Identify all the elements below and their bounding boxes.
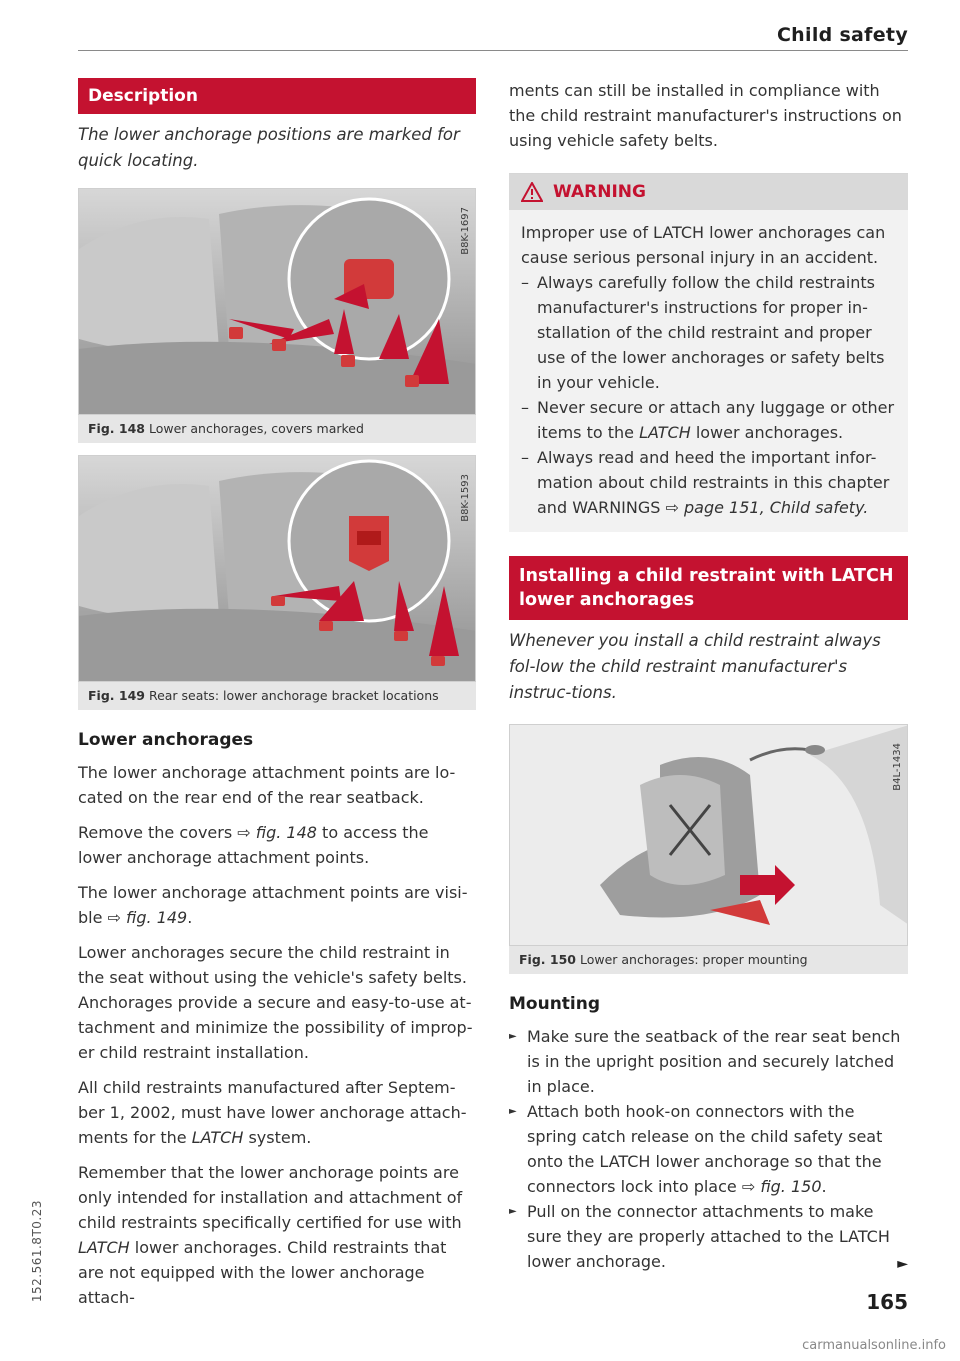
figure-149-caption-text: Rear seats: lower anchorage bracket locations	[148, 688, 439, 703]
figure-148-caption-text: Lower anchorages, covers marked	[148, 421, 364, 436]
mounting-list	[509, 1024, 908, 1274]
figure-150-label: Fig. 150	[519, 952, 576, 967]
installing-lead: Whenever you install a child restraint always fol-low the child restraint manufacturer's instruc-tions.	[509, 631, 881, 702]
warning-item	[521, 395, 896, 445]
text: Always read and heed the important infor-mation about child restraints in this chapter and WARNINGS ⇨	[537, 448, 890, 517]
fig-148-link[interactable]: fig. 148	[255, 823, 317, 842]
header-rule	[78, 50, 908, 51]
figure-149-image	[78, 455, 476, 682]
paragraph-location: The lower anchorage attachment points are lo-cated on the rear end of the rear seatback.	[78, 763, 456, 807]
figure-149-label: Fig. 149	[88, 688, 145, 703]
fig-150-link[interactable]: fig. 150	[760, 1177, 822, 1196]
text: Remove the covers ⇨	[78, 823, 256, 842]
latch-term: LATCH	[191, 1128, 244, 1147]
paragraph-remember	[78, 1160, 476, 1310]
warning-title: WARNING	[553, 182, 646, 202]
figure-150-image	[509, 724, 908, 946]
warning-item	[521, 445, 896, 520]
figure-148-image	[78, 188, 476, 415]
text: Never secure or attach any luggage or other items to the	[537, 398, 895, 442]
latch-term: LATCH	[639, 423, 691, 442]
figure-148-code: B8K-1697	[460, 207, 471, 255]
text: .	[821, 1177, 827, 1196]
watermark: carmanualsonline.info	[802, 1338, 946, 1353]
continue-arrow-icon: ►	[897, 1256, 908, 1272]
figure-150-code: B4L-1434	[892, 743, 903, 791]
warning-list	[521, 270, 896, 520]
text: lower anchorages. Child restraints that are not equipped with the lower anchorage attach-	[78, 1238, 447, 1307]
warning-triangle-icon	[521, 182, 543, 202]
paragraph-visible	[78, 880, 476, 930]
paragraph-continuation: ments can still be installed in compliance with the child restraint manufacturer's instructions on using vehicle safety belts.	[509, 81, 902, 150]
rear-seat-covers-illustration	[79, 189, 476, 414]
figure-149-code: B8K-1593	[460, 474, 471, 522]
figure-148-label: Fig. 148	[88, 421, 145, 436]
warning-body	[509, 210, 908, 532]
rear-seat-brackets-illustration	[79, 456, 476, 681]
text: to access the lower anchorage attachment points.	[78, 823, 429, 867]
paragraph-secure: Lower anchorages secure the child restraint in the seat without using the vehicle's safety belts. Anchorages provide a secure and easy-to-use at-tachment and minimize the possibility of improp-er child restraint installation.	[78, 943, 473, 1062]
mounting-steps	[509, 1024, 908, 1274]
installing-heading: Installing a child restraint with LATCH lower anchorages	[509, 556, 908, 620]
left-column	[78, 78, 476, 1320]
figure-149-caption	[78, 682, 476, 710]
mounting-heading: Mounting	[509, 994, 601, 1014]
description-heading: Description	[78, 78, 476, 114]
paragraph-remove-covers	[78, 820, 476, 870]
side-code: 152.561.8T0.23	[30, 1200, 44, 1303]
page-151-link[interactable]: page 151, Child safety.	[683, 498, 869, 517]
mounting-step	[509, 1099, 908, 1199]
figure-148-caption	[78, 415, 476, 443]
mounting-step: ► Pull on the connector attachments to make sure they are properly attached to the LATCH lower anchorage.	[509, 1199, 908, 1274]
text: All child restraints manufactured after Septem-ber 1, 2002, must have lower anchorage attach-ments for the	[78, 1078, 467, 1147]
mounting-step: ► Make sure the seatback of the rear seat bench is in the upright position and securely latched in place.	[509, 1024, 908, 1099]
warning-title-bar	[509, 174, 908, 210]
child-seat-illustration	[510, 725, 908, 945]
text: The lower anchorage attachment points are visi-ble ⇨	[78, 883, 468, 927]
fig-149-link[interactable]: fig. 149	[126, 908, 188, 927]
latch-term: LATCH	[78, 1238, 130, 1257]
paragraph-manufactured	[78, 1075, 476, 1150]
running-title: Child safety	[776, 24, 908, 46]
text: Attach both hook-on connectors with the spring catch release on the child safety seat onto the LATCH lower anchorage so that the connectors lock into place ⇨	[527, 1102, 883, 1196]
text: system.	[243, 1128, 312, 1147]
figure-150-caption-text: Lower anchorages: proper mounting	[579, 952, 808, 967]
text: Remember that the lower anchorage points are only intended for installation and attachment of child restraints specifically certified for use with	[78, 1163, 463, 1232]
figure-150-caption	[509, 946, 908, 974]
text: .	[187, 908, 193, 927]
warning-item: – Always carefully follow the child restraints manufacturer's instructions for proper in-stallation of the child restraint and proper use of the lower anchorages or safety belts in your vehicle.	[521, 270, 896, 395]
warning-box	[509, 173, 908, 532]
warning-intro: Improper use of LATCH lower anchorages can cause serious personal injury in an accident.	[521, 223, 886, 267]
text: lower anchorages.	[690, 423, 844, 442]
description-lead: The lower anchorage positions are marked for quick locating.	[78, 125, 460, 170]
lower-anchorages-heading: Lower anchorages	[78, 730, 254, 750]
right-column	[509, 78, 908, 1274]
page-number: 165	[866, 1290, 908, 1314]
